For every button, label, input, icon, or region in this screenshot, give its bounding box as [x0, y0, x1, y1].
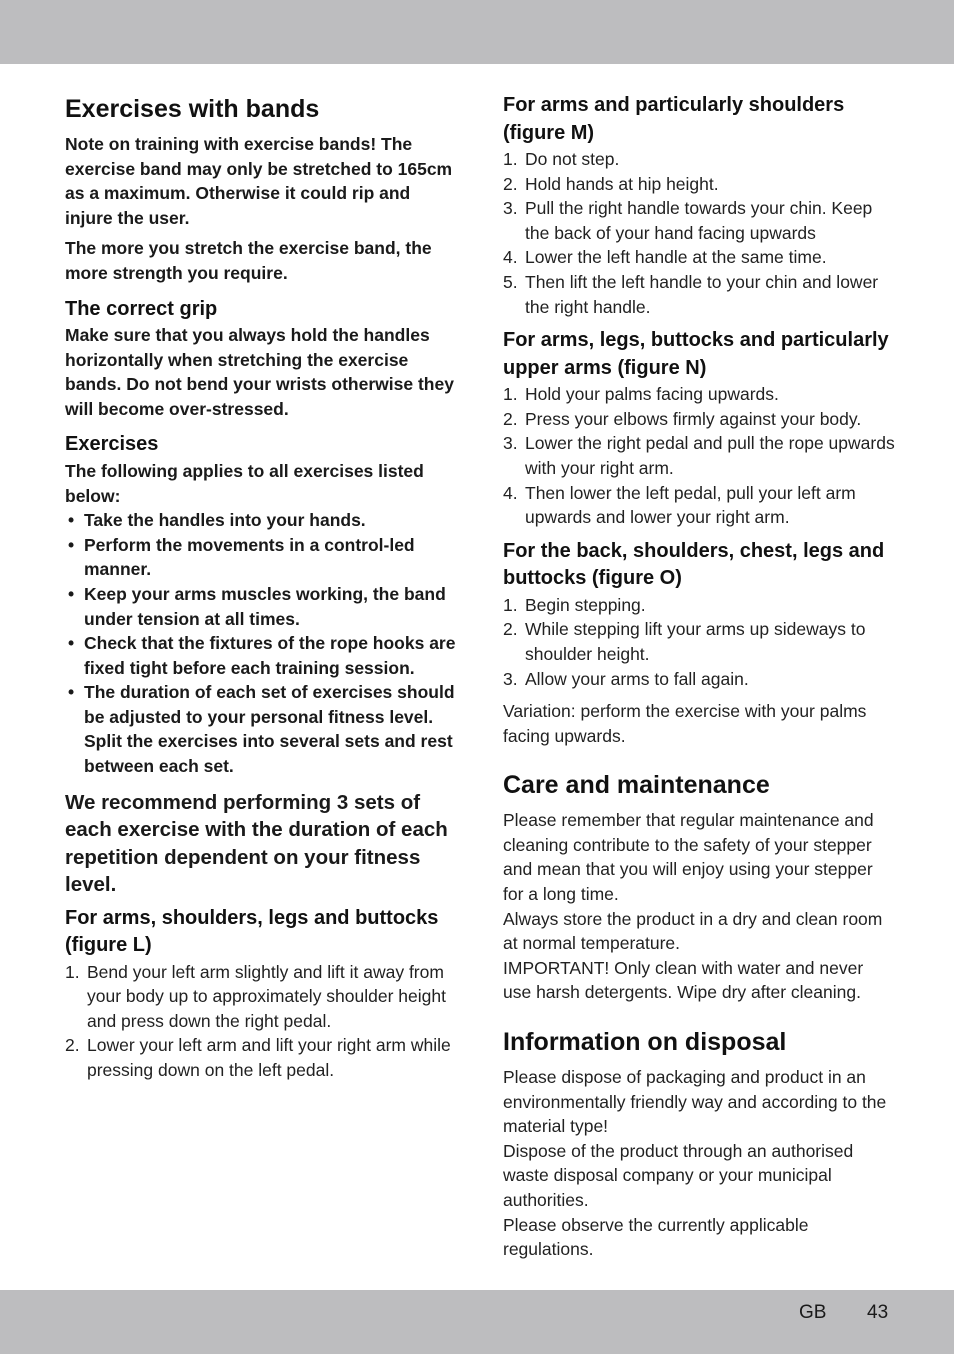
exercises-title: Exercises	[65, 433, 159, 456]
figure-n-title: For arms, legs, buttocks and particularly upper arms (figure N)	[503, 329, 889, 379]
grip-text: Make sure that you always hold the handles horizontally when stretching the exercise bands. Do not bend your wrists otherwise they will become over-stressed.	[65, 325, 454, 419]
figure-l-title: For arms, shoulders, legs and buttocks (figure L)	[65, 906, 439, 957]
grip-title: The correct grip	[65, 297, 218, 320]
list-item: 2. Hold hands at hip height.	[503, 173, 719, 194]
list-item: 4. Then lower the left pedal, pull your left arm upwards and lower your right arm.	[503, 482, 856, 528]
list-item: 3. Lower the right pedal and pull the rope upwards with your right arm.	[503, 433, 895, 478]
list-item: 1. Do not step.	[503, 149, 620, 169]
figure-o-steps	[503, 593, 895, 691]
list-item: 2. Press your elbows firmly against your body.	[503, 408, 862, 429]
recommendation: We recommend performing 3 sets of each exercise with the duration of each repetition dependent on your fitness level.	[65, 790, 448, 897]
list-item: • Check that the fixtures of the rope hooks are fixed tight before each training session.	[65, 631, 457, 680]
list-item: • The duration of each set of exercises should be adjusted to your personal fitness level. Split the exercises into several sets and rest between each set.	[65, 680, 457, 778]
list-item: 3. Pull the right handle towards your chin. Keep the back of your hand facing upwards	[503, 198, 873, 243]
exercise-rules-list	[65, 508, 457, 779]
stretch-note: The more you stretch the exercise band, the more strength you require.	[65, 238, 432, 283]
right-column	[503, 92, 895, 1262]
figure-l-steps	[65, 960, 457, 1083]
list-item: 2. Lower your left arm and lift your right arm while pressing down on the left pedal.	[65, 1035, 451, 1081]
list-item: 4. Lower the left handle at the same time.	[503, 247, 827, 268]
page-number: 43	[867, 1302, 889, 1323]
disposal-paragraph-3: Please observe the currently applicable regulations.	[503, 1214, 809, 1260]
heading-care-maintenance: Care and maintenance	[503, 771, 770, 800]
header-band	[0, 0, 954, 64]
training-note: Note on training with exercise bands! The exercise band may only be stretched to 165cm as a maximum. Otherwise it could rip and injure the user.	[65, 134, 453, 228]
exercises-intro: The following applies to all exercises listed below:	[65, 460, 424, 506]
list-item: 5. Then lift the left handle to your chin and lower the right handle.	[503, 271, 879, 317]
figure-m-title: For arms and particularly shoulders (figure M)	[503, 94, 845, 144]
list-item: 1. Hold your palms facing upwards.	[503, 384, 779, 405]
language-code: GB	[799, 1302, 827, 1323]
figure-n-steps	[503, 382, 895, 530]
disposal-paragraph-1: Please dispose of packaging and product in an environmentally friendly way and according to the material type!	[503, 1067, 887, 1137]
heading-disposal: Information on disposal	[503, 1028, 787, 1057]
list-item: 3. Allow your arms to fall again.	[503, 668, 749, 689]
care-paragraph-3: IMPORTANT! Only clean with water and never use harsh detergents. Wipe dry after cleaning.	[503, 957, 864, 1003]
list-item: 2. While stepping lift your arms up sideways to shoulder height.	[503, 619, 866, 664]
variation-text: Variation: perform the exercise with your palms facing upwards.	[503, 701, 867, 746]
list-item: 1. Begin stepping.	[503, 594, 646, 615]
care-paragraph-2: Always store the product in a dry and clean room at normal temperature.	[503, 908, 883, 954]
disposal-paragraph-2: Dispose of the product through an authorised waste disposal company or your municipal authorities.	[503, 1140, 854, 1210]
left-column	[65, 92, 457, 1091]
figure-o-title: For the back, shoulders, chest, legs and buttocks (figure O)	[503, 539, 885, 590]
heading-exercises-with-bands: Exercises with bands	[65, 95, 320, 123]
list-item: • Keep your arms muscles working, the band under tension at all times.	[65, 582, 457, 631]
list-item: 1. Bend your left arm slightly and lift it away from your body up to approximately shoulder height and press down the right pedal.	[65, 961, 446, 1031]
care-paragraph-1: Please remember that regular maintenance and cleaning contribute to the safety of your stepper and mean that you will enjoy using your stepper for a long time.	[503, 810, 874, 905]
list-item: • Perform the movements in a control-led manner.	[65, 533, 457, 582]
figure-m-steps	[503, 147, 895, 319]
list-item: • Take the handles into your hands.	[65, 508, 457, 533]
